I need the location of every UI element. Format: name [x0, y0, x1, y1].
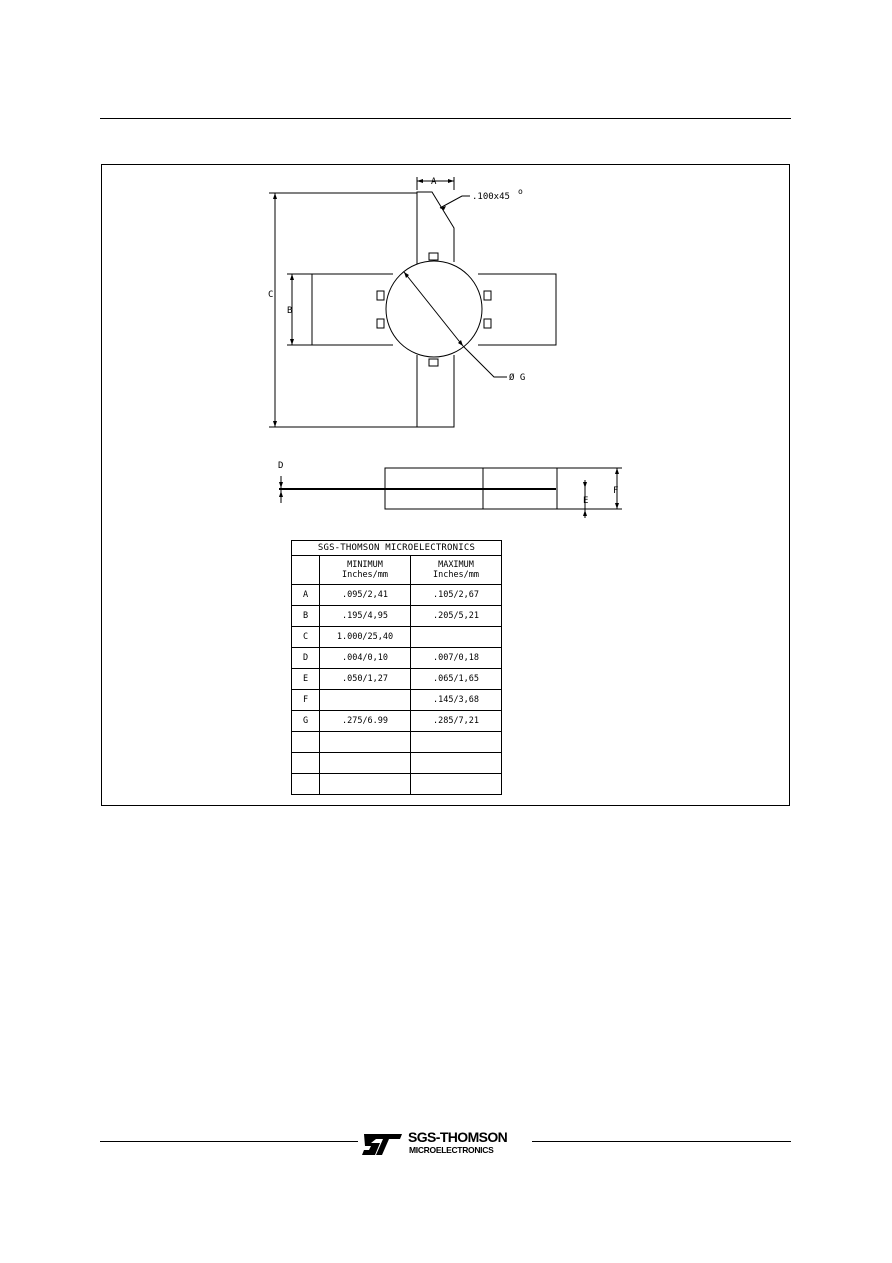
min-cell	[320, 774, 411, 795]
dim-label-a: A	[431, 177, 437, 187]
dim-cell: D	[292, 648, 320, 669]
min-cell	[320, 690, 411, 711]
max-cell	[411, 627, 502, 648]
footer-rule-right	[532, 1141, 791, 1142]
min-cell: .275/6.99	[320, 711, 411, 732]
diameter-leader	[463, 346, 507, 377]
col-minimum-label: MINIMUM	[347, 560, 383, 570]
dim-cell: A	[292, 585, 320, 606]
right-lead	[478, 274, 556, 345]
chamfer-note: .100x45	[472, 192, 510, 202]
dim-cell	[292, 732, 320, 753]
dim-label-e: E	[583, 496, 589, 506]
max-cell: .065/1,65	[411, 669, 502, 690]
col-maximum-units: Inches/mm	[432, 570, 480, 580]
col-minimum-units: Inches/mm	[341, 570, 389, 580]
table-row	[292, 690, 502, 711]
min-cell	[320, 753, 411, 774]
dim-cell	[292, 753, 320, 774]
left-lead	[312, 274, 393, 345]
max-cell	[411, 753, 502, 774]
min-cell	[320, 732, 411, 753]
dim-cell: F	[292, 690, 320, 711]
dim-label-b: B	[287, 306, 293, 316]
st-logo-icon	[362, 1131, 404, 1157]
table-row	[292, 627, 502, 648]
table-row	[292, 648, 502, 669]
brand-subtitle: MICROELECTRONICS	[409, 1145, 494, 1155]
max-cell	[411, 774, 502, 795]
max-cell: .105/2,67	[411, 585, 502, 606]
table-title: SGS-THOMSON MICROELECTRONICS	[292, 541, 502, 556]
table-row	[292, 669, 502, 690]
dimensions-table	[291, 540, 502, 795]
table-row	[292, 753, 502, 774]
footer-rule-left	[100, 1141, 358, 1142]
table-corner-cell	[292, 556, 320, 585]
dim-cell: C	[292, 627, 320, 648]
dim-cell: G	[292, 711, 320, 732]
col-maximum-label: MAXIMUM	[438, 560, 474, 570]
pad-right-1	[484, 291, 491, 300]
brand-name: SGS-THOMSON	[408, 1129, 508, 1145]
dim-cell: B	[292, 606, 320, 627]
table-row	[292, 732, 502, 753]
table-row	[292, 711, 502, 732]
pad-right-2	[484, 319, 491, 328]
max-cell: .145/3,68	[411, 690, 502, 711]
pad-left-1	[377, 291, 384, 300]
dim-cell	[292, 774, 320, 795]
footer-logo	[362, 1128, 532, 1158]
pad-top	[429, 253, 438, 260]
diameter-label: Ø G	[509, 373, 526, 383]
max-cell: .007/0,18	[411, 648, 502, 669]
table-row	[292, 585, 502, 606]
max-cell: .205/5,21	[411, 606, 502, 627]
dim-label-f: F	[613, 486, 619, 496]
chamfer-leader	[440, 196, 470, 208]
chamfer-degree: o	[518, 187, 523, 196]
dim-cell: E	[292, 669, 320, 690]
pad-left-2	[377, 319, 384, 328]
col-maximum-header	[411, 556, 502, 585]
pad-bottom	[429, 359, 438, 366]
min-cell: .050/1,27	[320, 669, 411, 690]
min-cell: .095/2,41	[320, 585, 411, 606]
dim-label-c: C	[268, 290, 274, 300]
col-minimum-header	[320, 556, 411, 585]
max-cell: .285/7,21	[411, 711, 502, 732]
max-cell	[411, 732, 502, 753]
min-cell: .004/0,10	[320, 648, 411, 669]
min-cell: .195/4,95	[320, 606, 411, 627]
table-row	[292, 774, 502, 795]
dim-label-d: D	[278, 461, 284, 471]
table-row	[292, 606, 502, 627]
min-cell: 1.000/25,40	[320, 627, 411, 648]
